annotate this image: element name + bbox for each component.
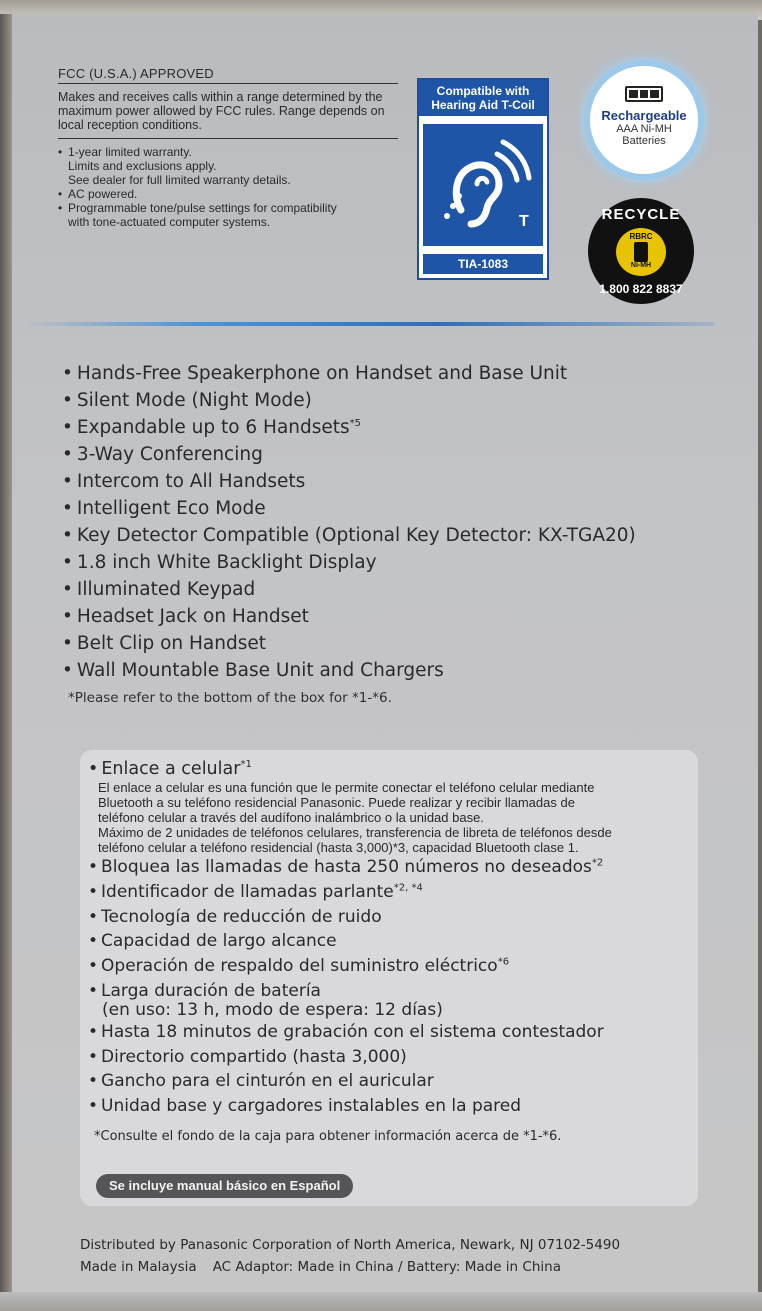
fcc-block (58, 66, 398, 229)
feature-text: Illuminated Keypad (76, 579, 256, 600)
feature-text: Intelligent Eco Mode (76, 498, 266, 519)
rbrc-inner-bottom: Ni-MH (630, 262, 652, 269)
tcoil-footer: TIA-1083 (423, 254, 543, 274)
spanish-item-text: Operación de respaldo del suministro eléctrico (101, 956, 498, 977)
feature-text: Wall Mountable Base Unit and Chargers (76, 660, 444, 681)
feature-item (62, 468, 636, 495)
spanish-item (88, 1069, 696, 1094)
feature-text: Expandable up to 6 Handsets (76, 417, 350, 438)
spanish-item-text: Larga duración de batería (101, 980, 321, 1001)
feature-item (62, 549, 636, 576)
distribution-footer (80, 1234, 620, 1278)
spanish-item-text: Gancho para el cinturón en el auricular (101, 1071, 434, 1092)
feature-item (62, 495, 636, 522)
box-left-edge (0, 14, 12, 1311)
tcoil-header: Compatible with Hearing Aid T-Coil (419, 80, 547, 116)
spanish-desc-line: Máximo de 2 unidades de teléfonos celulares, transferencia de libreta de teléfonos desde (98, 825, 612, 840)
feature-text: Intercom to All Handsets (76, 471, 306, 492)
spanish-battery-detail: (en uso: 13 h, modo de espera: 12 días) (102, 999, 443, 1020)
spanish-desc-line: El enlace a celular es una función que le permite conectar el teléfono celular mediante (98, 780, 595, 795)
fcc-bullet: Limits and exclusions apply. (68, 159, 217, 173)
spanish-desc-line: Bluetooth a su teléfono residencial Panasonic. Puede realizar y recibir llamadas de (98, 795, 575, 810)
spanish-item (88, 855, 696, 880)
spanish-item-text: Capacidad de largo alcance (101, 931, 337, 952)
tcoil-letter: T (519, 213, 529, 230)
spanish-item (88, 1020, 696, 1045)
spanish-item (88, 1094, 696, 1119)
feature-text: Belt Clip on Handset (76, 633, 267, 654)
spanish-description (88, 780, 696, 855)
feature-item (62, 522, 636, 549)
rbrc-recycle-text: RECYCLE (601, 206, 681, 223)
spanish-item-text: Hasta 18 minutos de grabación con el sistema contestador (101, 1021, 604, 1042)
box-bottom-flap (0, 1292, 762, 1311)
spanish-items-2 (88, 1020, 696, 1119)
battery-icon (625, 86, 663, 102)
feature-item (62, 387, 636, 414)
rbrc-recycle-seal (588, 198, 694, 304)
rechargeable-battery-badge (590, 66, 698, 174)
features-footnote: *Please refer to the bottom of the box for *1-*6. (68, 690, 392, 706)
spanish-feature-list (88, 758, 696, 1144)
fcc-bullet: • AC powered. (58, 187, 398, 201)
feature-text: Headset Jack on Handset (76, 606, 309, 627)
footer-line1: Distributed by Panasonic Corporation of North America, Newark, NJ 07102-5490 (80, 1237, 621, 1253)
spanish-item-text: Unidad base y cargadores instalables en la pared (101, 1096, 522, 1117)
recycle-icon (616, 228, 666, 276)
spanish-footnote-mark: *6 (497, 956, 510, 968)
spanish-desc-line: teléfono celular a través del audífono inalámbrico o la unidad base. (98, 810, 484, 825)
spanish-item-text: Identificador de llamadas parlante (101, 881, 394, 902)
spanish-footnote: *Consulte el fondo de la caja para obtener información acerca de *1-*6. (94, 1128, 562, 1144)
rechargeable-title: Rechargeable (601, 108, 687, 123)
feature-item (62, 441, 636, 468)
feature-text: Silent Mode (Night Mode) (76, 390, 312, 411)
footer-line2: Made in Malaysia AC Adaptor: Made in China / Battery: Made in China (80, 1259, 561, 1275)
rechargeable-sub1: AAA Ni-MH (616, 123, 672, 135)
feature-text: Hands-Free Speakerphone on Handset and Base Unit (76, 363, 568, 384)
spanish-items (88, 855, 696, 1004)
spanish-item-text: Directorio compartido (hasta 3,000) (101, 1046, 407, 1067)
blue-divider-stripe (24, 322, 714, 326)
feature-item (62, 576, 636, 603)
feature-text: 3-Way Conferencing (76, 444, 263, 465)
rechargeable-sub2: Batteries (622, 135, 666, 147)
ear-icon (423, 124, 543, 246)
spanish-head: • Enlace a celular$^{*1}$ (88, 758, 696, 780)
fcc-bullet: • 1-year limited warranty. (58, 145, 398, 159)
fcc-bullets (58, 145, 398, 229)
rbrc-phone: 1.800 822 8837 (599, 282, 683, 296)
spanish-item (88, 905, 696, 930)
spanish-item (88, 1045, 696, 1070)
fcc-title: FCC (U.S.A.) APPROVED (58, 66, 398, 84)
feature-text: 1.8 inch White Backlight Display (76, 552, 377, 573)
feature-item (62, 630, 636, 657)
feature-footnote-mark: *5 (349, 417, 362, 429)
feature-item (62, 657, 636, 684)
feature-item (62, 360, 636, 387)
feature-item (62, 414, 636, 441)
fcc-body: Makes and receives calls within a range determined by the maximum power allowed by FCC rules. Range depends on local reception conditions. (58, 90, 398, 139)
spanish-footnote-mark: *2 (591, 857, 604, 869)
spanish-item (88, 880, 696, 905)
rbrc-inner-top: RBRC (629, 232, 653, 241)
hearing-aid-tcoil-badge (417, 78, 549, 280)
english-feature-list (62, 360, 636, 684)
fcc-bullet: • Programmable tone/pulse settings for compatibility (58, 201, 398, 215)
spanish-item (88, 954, 696, 979)
feature-item (62, 603, 636, 630)
spanish-desc-line: teléfono celular a teléfono residencial (hasta 3,000)*3, capacidad Bluetooth clase 1. (98, 840, 579, 855)
fcc-bullet: See dealer for full limited warranty details. (68, 173, 291, 187)
spanish-manual-pill: Se incluye manual básico en Español (96, 1174, 353, 1198)
spanish-item-text: Tecnología de reducción de ruido (101, 906, 382, 927)
feature-text: Key Detector Compatible (Optional Key Detector: KX-TGA20) (76, 525, 636, 546)
spanish-item (88, 929, 696, 954)
spanish-item-text: Bloquea las llamadas de hasta 250 números no deseados (101, 857, 592, 877)
fcc-bullet: with tone-actuated computer systems. (68, 215, 271, 229)
spanish-footnote-mark: *2, *4 (393, 882, 423, 894)
